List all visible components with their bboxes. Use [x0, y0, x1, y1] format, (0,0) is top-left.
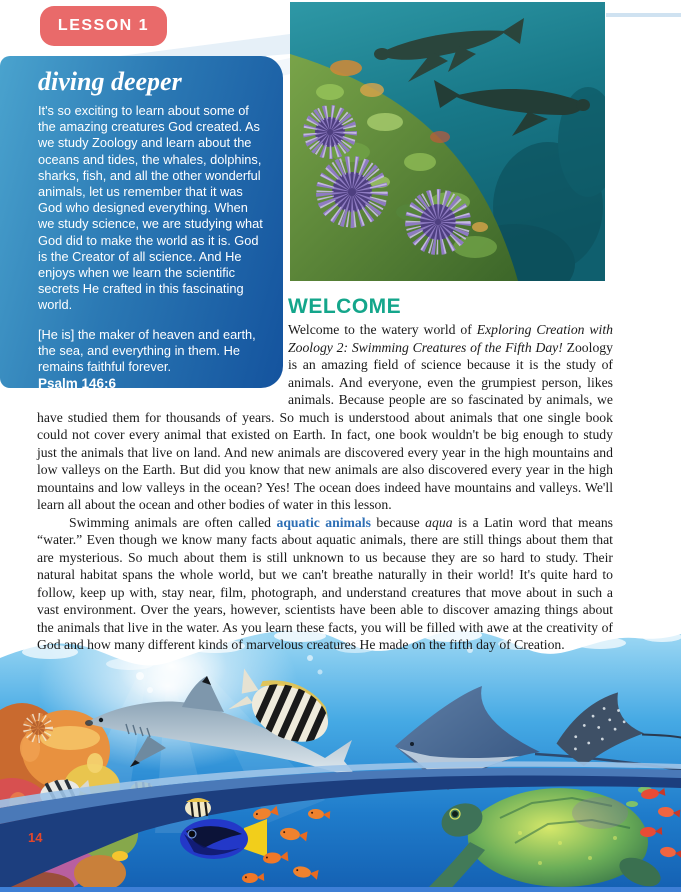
lesson-badge: LESSON 1 — [40, 6, 167, 46]
underwater-scene — [0, 628, 681, 892]
vocab-term-aquatic-animals: aquatic animals — [276, 514, 371, 530]
sidebar-title: diving deeper — [38, 67, 182, 96]
sidebar-body: It's so exciting to learn about some of the amazing creatures God created. As we study Zoology and learn about the oceans and tides, the whales, dolphins, sharks, fish, and all the other wonderful animals, let us remember that it was God who designed everything. When we study science, we are studying what God did to make the world as it is. God is the Creator of all science. And He enjoys when we learn the scientific secrets He crafted in this fascinating world. — [38, 103, 263, 313]
welcome-heading: WELCOME — [288, 295, 402, 318]
swoosh-line — [606, 13, 681, 17]
text-run: Zoology is an amazing field of science because it is the study of animals. And everyone, even the grumpiest person, likes animals. Because people are so fascinated by animals, we have studied them for thousands of years. So much is understood about animals that one single book could not cover every animal that existed on Earth. In fact, one book wouldn't be big enough to study just the animals that live on land. And new animals are discovered every year in the high mountains and low valleys on the Earth. But did you know that new animals are also discovered every year in the high mountains and low valleys in the ocean? Yes! The ocean does indeed have mountains and valleys. We'll learn all about the ocean and other bodies of water in this lesson. — [37, 339, 613, 512]
paragraph-2 — [37, 514, 613, 654]
sea-lions-urchins-illustration — [290, 2, 605, 281]
text-run: because — [370, 514, 426, 530]
text-run: Welcome to the watery world of — [288, 322, 477, 337]
text-run: is a Latin word that means “water.” Even though we know many facts about aquatic animals, there are still things about them that are mysterious. So much about them is still unknown to us because they are so hard to study. Their natural habitat spans the whole world, but we can't breathe naturally in their world! It's quite hard to follow, keep up with, stay near, film, photograph, and understand creatures that move about in such a vast environment. Over the years, however, scientists have been able to discover amazing things about the animals that live in the water. As you learn these facts, you will be filled with awe at the creativity of God and how many different kinds of marvelous creatures He made on the fifth day of Creation. — [37, 514, 613, 652]
text-wrap-spacer — [37, 296, 288, 400]
scripture-quote: [He is] the maker of heaven and earth, the sea, and everything in them. He remains faithful forever. — [38, 326, 256, 375]
sea-urchin — [413, 197, 463, 247]
underwater-illustration — [0, 628, 681, 892]
scripture-reference: Psalm 146:6 — [38, 376, 117, 392]
sea-lions-photo — [290, 2, 605, 281]
butterfly-fish — [185, 798, 211, 817]
latin-word-italic: aqua — [425, 514, 453, 530]
bottom-strip — [0, 887, 681, 892]
text-run: Swimming animals are often called — [69, 514, 277, 530]
book-title-italic: Exploring Creation with Zoology 2: Swimming Creatures of the Fifth Day! — [288, 322, 613, 355]
page-number: 14 — [28, 830, 43, 845]
welcome-section — [37, 296, 613, 654]
